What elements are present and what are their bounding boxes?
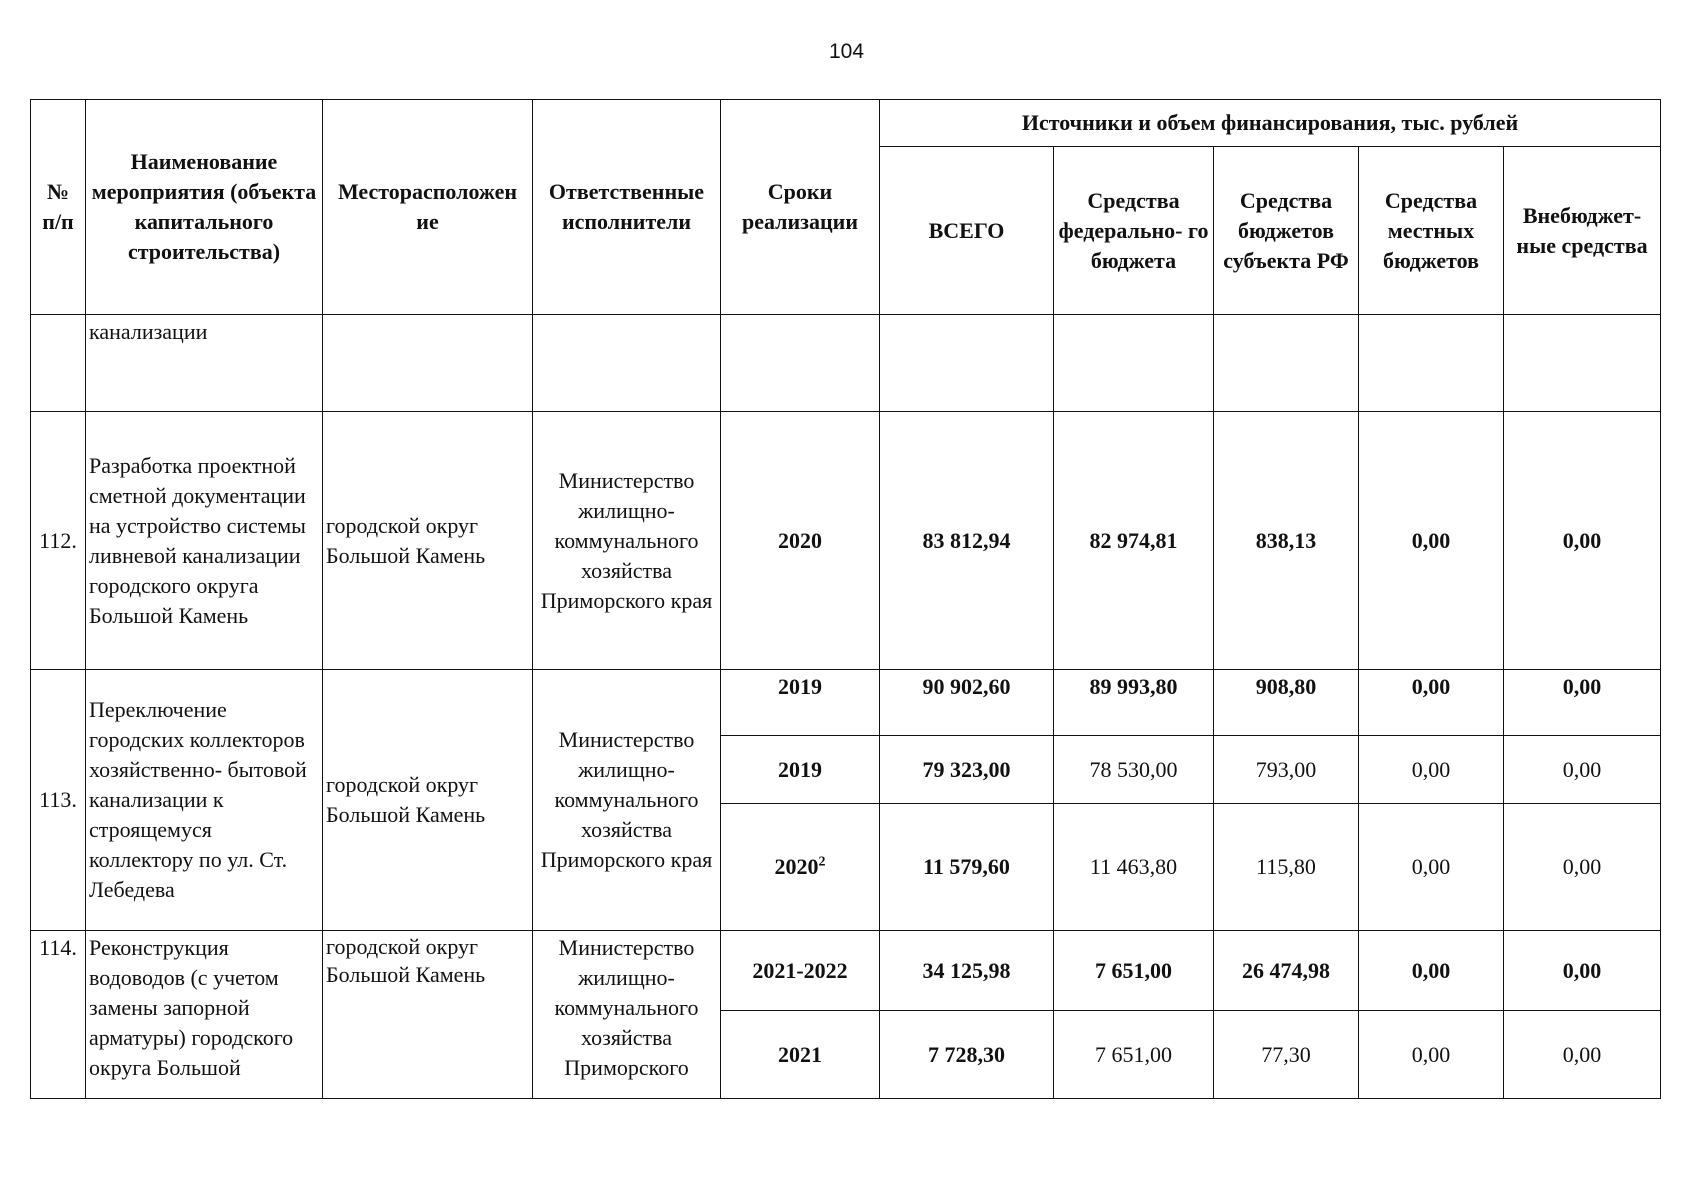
cell-local: 0,00 <box>1359 804 1504 931</box>
cell-total: 11 579,60 <box>880 804 1054 931</box>
cell-term: 2020 <box>721 412 880 670</box>
cell-name: Переключение городских коллекторов хозяйственно- бытовой канализации к строящемуся коллектору по ул. Ст. Лебедева <box>86 670 323 931</box>
header-num: № п/п <box>31 100 86 315</box>
cell-federal: 78 530,00 <box>1054 736 1214 804</box>
cell-total: 83 812,94 <box>880 412 1054 670</box>
cell-federal: 7 651,00 <box>1054 1011 1214 1099</box>
cell-total <box>880 315 1054 412</box>
header-name: Наименование мероприятия (объекта капитального строительства) <box>86 100 323 315</box>
table-row-112 <box>31 412 1661 670</box>
cell-extra: 0,00 <box>1504 412 1661 670</box>
cell-federal <box>1054 315 1214 412</box>
cell-num: 112. <box>31 412 86 670</box>
cell-location: городской округ Большой Камень <box>323 931 533 1099</box>
cell-extra: 0,00 <box>1504 670 1661 736</box>
header-total: ВСЕГО <box>880 147 1054 315</box>
cell-local: 0,00 <box>1359 931 1504 1011</box>
cell-name: Разработка проектной сметной документации на устройство системы ливневой канализации городского округа Большой Камень <box>86 412 323 670</box>
table-row-113-a <box>31 670 1661 736</box>
header-sources: Источники и объем финансирования, тыс. рублей <box>880 100 1661 147</box>
cell-local: 0,00 <box>1359 412 1504 670</box>
cell-num: 114. <box>31 931 86 1099</box>
table-row-114-a <box>31 931 1661 1011</box>
cell-responsible: Министерство жилищно- коммунального хозяйства Приморского <box>533 931 721 1099</box>
cell-subject: 908,80 <box>1214 670 1359 736</box>
cell-term: 2021-2022 <box>721 931 880 1011</box>
cell-extra <box>1504 315 1661 412</box>
cell-local <box>1359 315 1504 412</box>
header-row-1 <box>31 100 1661 147</box>
header-subject: Средства бюджетов субъекта РФ <box>1214 147 1359 315</box>
cell-local: 0,00 <box>1359 736 1504 804</box>
cell-federal: 11 463,80 <box>1054 804 1214 931</box>
header-terms: Сроки реализации <box>721 100 880 315</box>
cell-subject: 838,13 <box>1214 412 1359 670</box>
cell-term: 2021 <box>721 1011 880 1099</box>
cell-total: 79 323,00 <box>880 736 1054 804</box>
cell-extra: 0,00 <box>1504 931 1661 1011</box>
cell-federal: 7 651,00 <box>1054 931 1214 1011</box>
cell-responsible: Министерство жилищно- коммунального хозяйства Приморского края <box>533 670 721 931</box>
cell-name: Реконструкция водоводов (с учетом замены запорной арматуры) городского округа Большой <box>86 931 323 1099</box>
term-value: 2020 <box>774 854 819 879</box>
cell-total: 7 728,30 <box>880 1011 1054 1099</box>
cell-num: 113. <box>31 670 86 931</box>
cell-subject: 115,80 <box>1214 804 1359 931</box>
header-federal: Средства федерально- го бюджета <box>1054 147 1214 315</box>
cell-subject: 26 474,98 <box>1214 931 1359 1011</box>
cell-location: городской округ Большой Камень <box>323 412 533 670</box>
cell-term <box>721 315 880 412</box>
cell-responsible <box>533 315 721 412</box>
cell-term: 2019 <box>721 736 880 804</box>
cell-term: 2019 <box>721 670 880 736</box>
page-number: 104 <box>828 40 865 63</box>
cell-total: 34 125,98 <box>880 931 1054 1011</box>
cell-location <box>323 315 533 412</box>
cell-extra: 0,00 <box>1504 736 1661 804</box>
cell-num <box>31 315 86 412</box>
cell-extra: 0,00 <box>1504 1011 1661 1099</box>
header-local: Средства местных бюджетов <box>1359 147 1504 315</box>
cell-subject: 793,00 <box>1214 736 1359 804</box>
financing-table <box>30 99 1661 1099</box>
cell-total: 90 902,60 <box>880 670 1054 736</box>
cell-local: 0,00 <box>1359 670 1504 736</box>
header-extra: Внебюджет- ные средства <box>1504 147 1661 315</box>
cell-location: городской округ Большой Камень <box>323 670 533 931</box>
cell-federal: 82 974,81 <box>1054 412 1214 670</box>
header-location: Месторасположен ие <box>323 100 533 315</box>
table-row-continuation <box>31 315 1661 412</box>
cell-responsible: Министерство жилищно- коммунального хозяйства Приморского края <box>533 412 721 670</box>
cell-term <box>721 804 880 931</box>
header-responsible: Ответственные исполнители <box>533 100 721 315</box>
cell-subject <box>1214 315 1359 412</box>
cell-federal: 89 993,80 <box>1054 670 1214 736</box>
cell-extra: 0,00 <box>1504 804 1661 931</box>
cell-name: канализации <box>86 315 323 412</box>
term-footnote-mark: 2 <box>818 854 826 870</box>
cell-local: 0,00 <box>1359 1011 1504 1099</box>
cell-subject: 77,30 <box>1214 1011 1359 1099</box>
